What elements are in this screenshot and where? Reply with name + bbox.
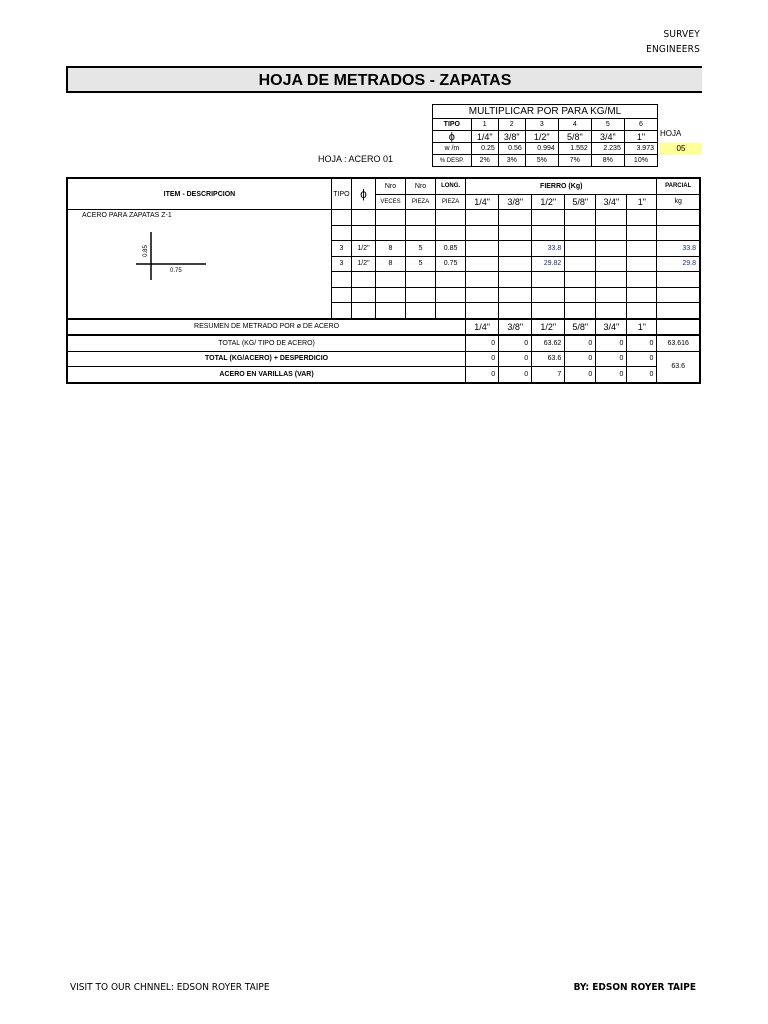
total-desp-cell: 0 [466, 351, 499, 367]
row-veces: 8 [375, 256, 405, 272]
row-kg-half: 33.8 [532, 241, 565, 257]
size-header: 3/8" [499, 194, 532, 210]
wm-cell: 2.235 [591, 143, 624, 155]
desp-cell: 8% [591, 155, 624, 167]
row-veces: 8 [375, 241, 405, 257]
tipo-cell: 4 [558, 119, 591, 131]
phi-cell: 3/4" [591, 131, 624, 143]
row-phi: 1/2" [351, 256, 375, 272]
item-description: ACERO PARA ZAPATAS Z-1 [82, 212, 172, 219]
wm-cell: 0.25 [471, 143, 498, 155]
summary-size: 1/4" [466, 319, 499, 336]
tipo-label: TIPO [433, 119, 472, 131]
summary-size: 1/2" [532, 319, 565, 336]
metrado-table [66, 177, 701, 384]
veces-header: VECES [375, 194, 405, 210]
desp-cell: 7% [558, 155, 591, 167]
long-header: LONG. [436, 178, 466, 194]
total-desp-label: TOTAL (KG/ACERO) + DESPERDICIO [67, 351, 466, 367]
phi-label: ϕ [433, 131, 472, 143]
varillas-cell: 0 [627, 367, 657, 383]
multiplier-caption: MULTIPLICAR POR PARA KG/ML [433, 105, 658, 119]
summary-size: 5/8" [565, 319, 596, 336]
varillas-cell: 7 [532, 367, 565, 383]
phi-cell: 3/8" [498, 131, 525, 143]
size-header: 1" [627, 194, 657, 210]
hoja-label: HOJA [660, 129, 682, 138]
summary-size: 3/4" [596, 319, 627, 336]
footer-author: BY: EDSON ROYER TAIPE [573, 982, 696, 993]
wm-cell: 3.973 [624, 143, 657, 155]
item-description-cell [67, 210, 331, 319]
varillas-cell: 0 [596, 367, 627, 383]
sheet-label: HOJA : ACERO 01 [318, 154, 394, 164]
phi-header: ϕ [351, 178, 375, 210]
varillas-cell: 0 [565, 367, 596, 383]
row-tipo: 3 [331, 241, 351, 257]
row-parcial: 33.8 [657, 241, 700, 257]
row-pieza: 5 [406, 241, 436, 257]
phi-cell: 1" [624, 131, 657, 143]
total-cell: 0 [596, 335, 627, 351]
footer-channel: VISIT TO OUR CHNNEL: EDSON ROYER TAIPE [70, 982, 270, 993]
page-title: HOJA DE METRADOS - ZAPATAS [66, 66, 702, 93]
summary-size: 1" [627, 319, 657, 336]
total-cell: 0 [499, 335, 532, 351]
sketch-horizontal-label: 0.75 [170, 268, 182, 274]
total-label: TOTAL (KG/ TIPO DE ACERO) [67, 335, 466, 351]
desp-label: % DESP. [433, 155, 472, 167]
desp-cell: 3% [498, 155, 525, 167]
wm-cell: 0.56 [498, 143, 525, 155]
varillas-label: ACERO EN VARILLAS (VAR) [67, 367, 466, 383]
row-pieza: 5 [406, 256, 436, 272]
total-cell: 0 [466, 335, 499, 351]
total-desp-cell: 0 [499, 351, 532, 367]
parcial-header: PARCIAL [657, 178, 700, 194]
hoja-value: 05 [660, 143, 702, 155]
nro-header: Nro [406, 178, 436, 194]
company-line-2: ENGINEERS [646, 44, 700, 55]
sketch-vertical-label: 0.85 [142, 245, 149, 257]
row-kg-half: 29.82 [532, 256, 565, 272]
fierro-header: FIERRO (Kg) [466, 178, 657, 194]
total-desp-parcial: 63.6 [657, 351, 700, 383]
desp-cell: 10% [624, 155, 657, 167]
row-parcial: 29.8 [657, 256, 700, 272]
total-desp-cell: 63.6 [532, 351, 565, 367]
desp-cell: 5% [525, 155, 558, 167]
total-desp-cell: 0 [627, 351, 657, 367]
varillas-cell: 0 [499, 367, 532, 383]
summary-label: RESUMEN DE METRADO POR ø DE ACERO [67, 319, 466, 336]
wm-label: w /m [433, 143, 472, 155]
size-header: 5/8" [565, 194, 596, 210]
tipo-cell: 6 [624, 119, 657, 131]
tipo-cell: 5 [591, 119, 624, 131]
summary-size: 3/8" [499, 319, 532, 336]
sketch-diagram [128, 232, 218, 292]
row-phi: 1/2" [351, 241, 375, 257]
varillas-cell: 0 [466, 367, 499, 383]
pieza-header: PIEZA [406, 194, 436, 210]
kg-header: kg [657, 194, 700, 210]
row-tipo: 3 [331, 256, 351, 272]
tipo-header: TIPO [331, 178, 351, 210]
phi-cell: 1/4" [471, 131, 498, 143]
item-header: ITEM - DESCRIPCION [67, 178, 331, 210]
tipo-cell: 1 [471, 119, 498, 131]
wm-cell: 1.552 [558, 143, 591, 155]
company-line-1: SURVEY [663, 29, 700, 40]
nro-header: Nro [375, 178, 405, 194]
total-cell: 0 [627, 335, 657, 351]
total-cell: 63.62 [532, 335, 565, 351]
total-desp-cell: 0 [565, 351, 596, 367]
tipo-cell: 2 [498, 119, 525, 131]
total-parcial: 63.616 [657, 335, 700, 351]
multiplier-table [432, 104, 658, 167]
total-desp-cell: 0 [596, 351, 627, 367]
row-long: 0.85 [436, 241, 466, 257]
desp-cell: 2% [471, 155, 498, 167]
row-long: 0.75 [436, 256, 466, 272]
total-cell: 0 [565, 335, 596, 351]
tipo-cell: 3 [525, 119, 558, 131]
wm-cell: 0.994 [525, 143, 558, 155]
phi-cell: 5/8" [558, 131, 591, 143]
size-header: 1/2" [532, 194, 565, 210]
pieza-header: PIEZA [436, 194, 466, 210]
company-header [646, 27, 700, 57]
size-header: 3/4" [596, 194, 627, 210]
phi-cell: 1/2" [525, 131, 558, 143]
size-header: 1/4" [466, 194, 499, 210]
